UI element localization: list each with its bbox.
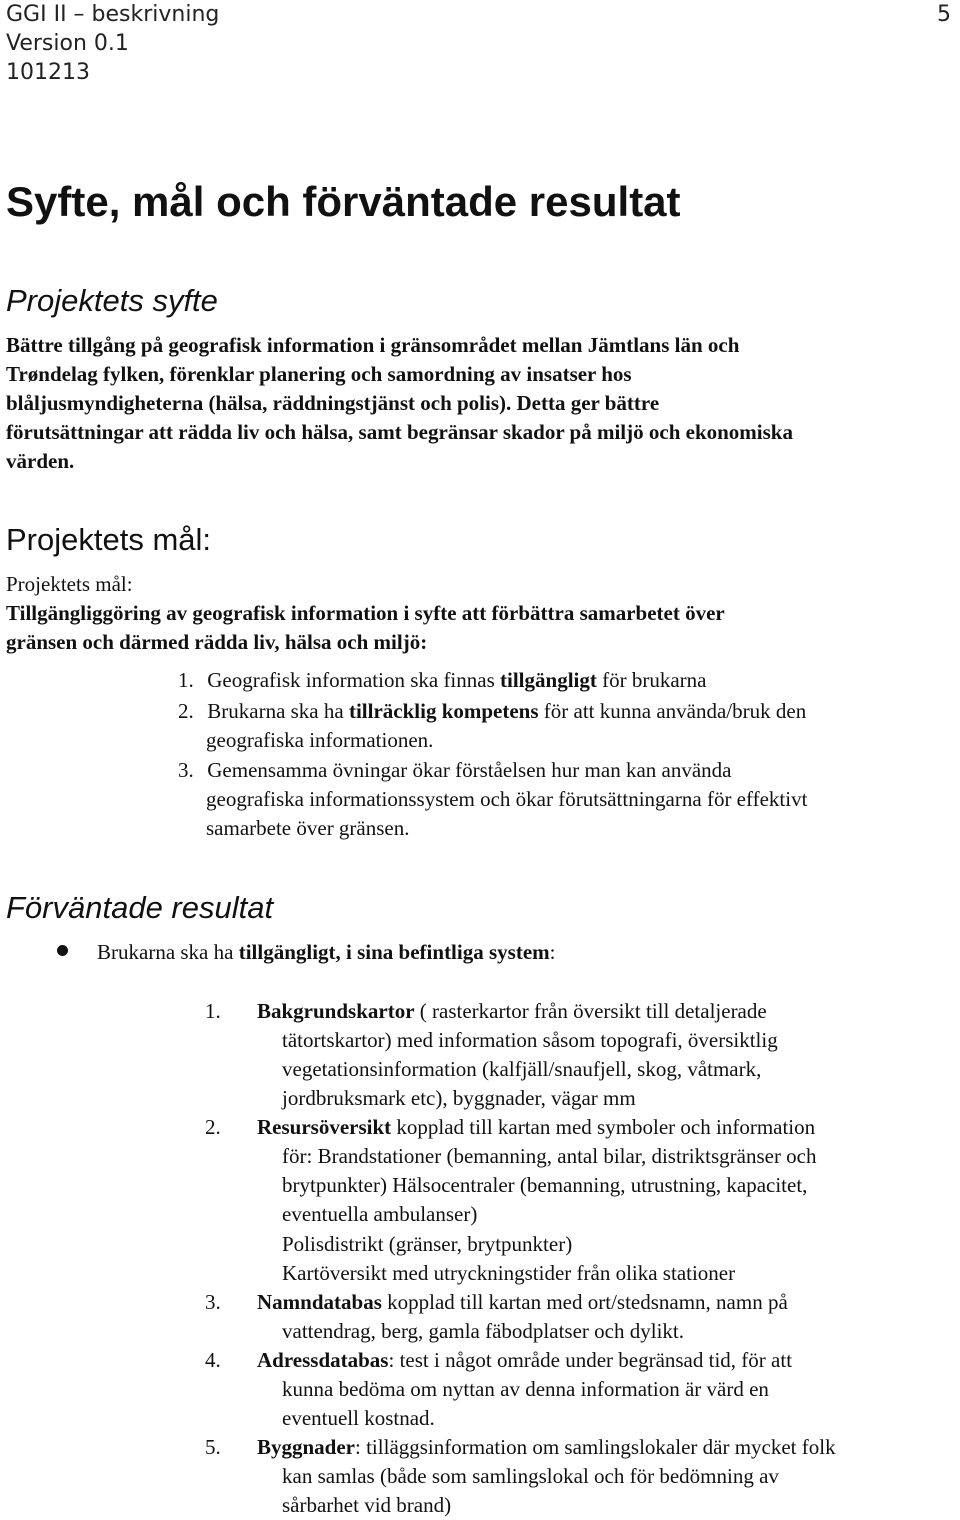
mal-label: Projektets mål: (6, 572, 133, 596)
item-text: ( rasterkartor från översikt till detaljerade (414, 999, 767, 1023)
list-number: 4. (205, 1348, 221, 1372)
syfte-line: Trøndelag fylken, förenklar planering och samordning av insatser hos (6, 362, 632, 386)
resultat-item-4 (205, 1346, 792, 1375)
list-number: 3. (205, 1290, 221, 1314)
item-bold-text: Byggnader (257, 1435, 356, 1459)
item-text: : test i något område under begränsad tid, för att (388, 1348, 793, 1372)
resultat-item-5-cont: kan samlas (både som samlingslokal och för bedömning av (282, 1464, 779, 1488)
resultat-item-2-cont: för: Brandstationer (bemanning, antal bilar, distriktsgränser och (282, 1144, 817, 1168)
list-number: 5. (205, 1435, 221, 1459)
bullet-text: Brukarna ska ha (97, 940, 239, 964)
resultat-item-4-cont: eventuell kostnad. (282, 1406, 435, 1430)
bullet-text: : (549, 940, 556, 964)
item-text: Geografisk information ska finnas (207, 668, 501, 692)
heading-projektets-syfte: Projektets syfte (6, 283, 218, 318)
mal-item-2 (178, 697, 806, 726)
item-text: för brukarna (596, 668, 707, 692)
resultat-item-2-cont: eventuella ambulanser) (282, 1202, 478, 1226)
resultat-item-3-cont: vattendrag, berg, gamla fäbodplatser och dylikt. (282, 1319, 684, 1343)
resultat-item-5-cont: sårbarhet vid brand) (282, 1493, 452, 1517)
heading-forvantade-resultat: Förväntade resultat (6, 890, 274, 925)
syfte-line: Bättre tillgång på geografisk information i gränsområdet mellan Jämtlans län och (6, 333, 740, 357)
resultat-item-4-cont: kunna bedöma om nyttan av denna information är värd en (282, 1377, 769, 1401)
item-text: : tilläggsinformation om samlingslokaler där mycket folk (355, 1435, 836, 1459)
resultat-item-1-cont: tätortskartor) med information såsom topografi, översiktlig (282, 1028, 778, 1052)
item-bold-text: Bakgrundskartor (257, 999, 415, 1023)
list-number: 3. (178, 758, 194, 782)
mal-item-3-cont: geografiska informationssystem och ökar förutsättningarna för effektivt (206, 787, 808, 811)
item-text: Gemensamma övningar ökar förståelsen hur man kan använda (207, 758, 732, 782)
item-text: kopplad till kartan med symboler och information (391, 1115, 816, 1139)
item-bold-text: tillräcklig kompetens (348, 699, 539, 723)
list-number: 1. (205, 999, 221, 1023)
bullet-dot-icon (57, 945, 68, 956)
resultat-item-2-cont: brytpunkter) Hälsocentraler (bemanning, utrustning, kapacitet, (282, 1173, 808, 1197)
item-text: kopplad till kartan med ort/stedsnamn, namn på (381, 1290, 788, 1314)
resultat-item-2-cont: Polisdistrikt (gränser, brytpunkter) (282, 1232, 573, 1256)
item-bold-text: Namndatabas (257, 1290, 382, 1314)
syfte-line: blåljusmyndigheterna (hälsa, räddningstjänst och polis). Detta ger bättre (6, 391, 660, 415)
page-title: Syfte, mål och förväntade resultat (6, 178, 681, 225)
page-number: 5 (937, 2, 951, 27)
syfte-line: förutsättningar att rädda liv och hälsa, samt begränsar skador på miljö och ekonomiska (6, 420, 793, 444)
resultat-item-1 (205, 997, 767, 1026)
item-text: Brukarna ska ha (207, 699, 349, 723)
mal-item-1 (178, 666, 706, 695)
resultat-item-3 (205, 1288, 788, 1317)
doc-header-date: 101213 (6, 60, 90, 85)
resultat-item-1-cont: vegetationsinformation (kalfjäll/snaufjell, skog, våtmark, (282, 1057, 762, 1081)
mal-item-3 (178, 756, 731, 785)
syfte-line: värden. (6, 449, 75, 473)
mal-item-3-cont: samarbete över gränsen. (206, 816, 410, 840)
item-bold-text: Adressdatabas (257, 1348, 389, 1372)
doc-header-title: GGI II – beskrivning (6, 2, 220, 27)
doc-header-version: Version 0.1 (6, 31, 129, 56)
resultat-item-2-cont: Kartöversikt med utryckningstider från olika stationer (282, 1261, 736, 1285)
bullet-bold-text: tillgängligt, i sina befintliga system (238, 940, 550, 964)
resultat-item-1-cont: jordbruksmark etc), byggnader, vägar mm (282, 1086, 636, 1110)
list-number: 2. (178, 699, 194, 723)
item-bold-text: Resursöversikt (257, 1115, 392, 1139)
list-number: 2. (205, 1115, 221, 1139)
item-text: för att kunna använda/bruk den (538, 699, 807, 723)
resultat-bullet (97, 938, 555, 967)
mal-intro-line: Tillgängliggöring av geografisk information i syfte att förbättra samarbetet över (6, 601, 725, 625)
mal-item-2-cont: geografiska informationen. (206, 728, 434, 752)
heading-projektets-mal: Projektets mål: (6, 522, 212, 557)
resultat-item-2 (205, 1113, 815, 1142)
mal-intro-line: gränsen och därmed rädda liv, hälsa och miljö: (6, 630, 428, 654)
item-bold-text: tillgängligt (500, 668, 597, 692)
list-number: 1. (178, 668, 194, 692)
resultat-item-5 (205, 1433, 836, 1462)
